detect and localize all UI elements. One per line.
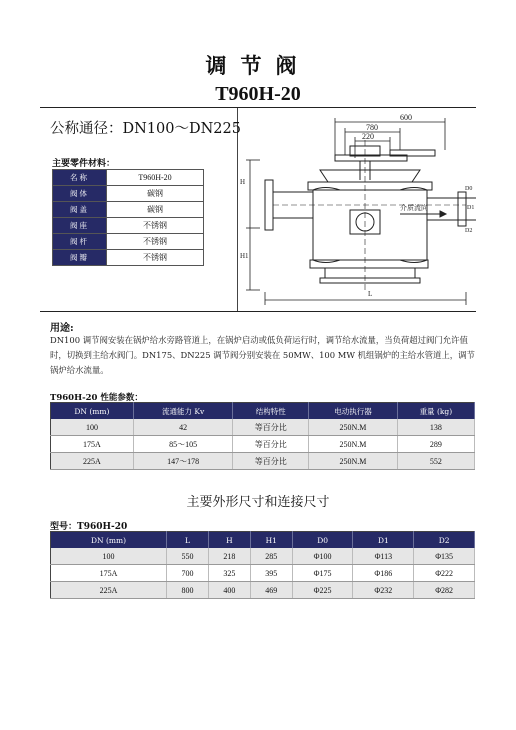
valve-bonnet <box>308 146 435 190</box>
table-cell: 250N.M <box>309 453 398 470</box>
table-cell: 218 <box>208 548 250 565</box>
table-cell: 175A <box>51 565 167 582</box>
part-name: 阀杆 <box>53 234 107 250</box>
part-name: 阀瓣 <box>53 250 107 266</box>
part-material: 不锈钢 <box>107 250 204 266</box>
dim-600: 600 <box>400 113 412 122</box>
column-header: 流通能力 Kv <box>133 403 232 420</box>
table-cell: Φ135 <box>414 548 475 565</box>
table-cell: 250N.M <box>309 419 398 436</box>
table-cell: 42 <box>133 419 232 436</box>
parts-row <box>53 202 204 218</box>
table-cell: 85～105 <box>133 436 232 453</box>
part-material: 碳钢 <box>107 186 204 202</box>
dimensions-model: 型号：T960H-20 <box>50 522 128 532</box>
table-cell: 552 <box>397 453 474 470</box>
parts-title: 主要零件材料： <box>52 159 116 169</box>
column-header: D0 <box>292 532 353 549</box>
dimensions-heading: 主要外形尺寸和连接尺寸 <box>186 495 330 510</box>
usage-text: DN100 调节阀安装在锅炉给水旁路管道上，在锅炉启动或低负荷运行时，调节给水流量，当负荷超过阀门允许值时，切换到主给水阀门。DN175、DN225 调节阀分别安装在 50MW、100 MW 机组锅炉的主给水管道上，调节锅炉给水流量。 <box>50 335 475 375</box>
label-l: L <box>368 290 373 298</box>
label-d0: D0 <box>465 186 473 192</box>
label-d1: D1 <box>467 205 475 211</box>
table-row <box>51 582 475 599</box>
table-cell: 175A <box>51 436 134 453</box>
part-name: 阀座 <box>53 218 107 234</box>
table-row <box>51 436 475 453</box>
top-divider <box>40 107 476 108</box>
part-material: 碳钢 <box>107 202 204 218</box>
table-cell: 225A <box>51 582 167 599</box>
column-header: DN (mm) <box>51 403 134 420</box>
nominal-diameter: 公称通径：DN100～DN225 <box>50 121 241 137</box>
parts-row <box>53 250 204 266</box>
table-cell: 225A <box>51 453 134 470</box>
parts-table <box>52 169 204 266</box>
table-row <box>51 548 475 565</box>
column-header: D2 <box>414 532 475 549</box>
table-cell: 289 <box>397 436 474 453</box>
column-header: 结构特性 <box>233 403 309 420</box>
performance-title: T960H-20 性能参数： <box>50 393 143 403</box>
table-cell: 800 <box>167 582 209 599</box>
label-d2: D2 <box>465 228 473 234</box>
column-header: 电动执行器 <box>309 403 398 420</box>
usage-title: 用途: <box>50 323 74 334</box>
table-cell: 395 <box>250 565 292 582</box>
dimensions-table <box>50 531 475 599</box>
table-cell: 等百分比 <box>233 453 309 470</box>
page-title: 调节阀 <box>205 53 311 78</box>
column-header: D1 <box>353 532 414 549</box>
table-row <box>51 419 475 436</box>
table-cell: 469 <box>250 582 292 599</box>
table-cell: Φ282 <box>414 582 475 599</box>
model-title: T960H-20 <box>215 83 301 105</box>
table-cell: 550 <box>167 548 209 565</box>
table-row <box>51 453 475 470</box>
table-cell: Φ100 <box>292 548 353 565</box>
table-cell: 100 <box>51 548 167 565</box>
part-material: 不锈钢 <box>107 234 204 250</box>
flow-direction-label: 介质流向 <box>400 204 428 212</box>
label-h1: H1 <box>240 252 249 260</box>
table-cell: 325 <box>208 565 250 582</box>
table-cell: 138 <box>397 419 474 436</box>
performance-table <box>50 402 475 470</box>
label-h: H <box>240 178 246 186</box>
part-material: T960H-20 <box>107 170 204 186</box>
table-header-row <box>51 403 475 420</box>
column-header: DN (mm) <box>51 532 167 549</box>
table-cell: 250N.M <box>309 436 398 453</box>
part-name: 阀体 <box>53 186 107 202</box>
table-cell: Φ113 <box>353 548 414 565</box>
table-cell: Φ222 <box>414 565 475 582</box>
table-cell: 400 <box>208 582 250 599</box>
table-header-row <box>51 532 475 549</box>
part-material: 不锈钢 <box>107 218 204 234</box>
table-cell: 等百分比 <box>233 419 309 436</box>
dim-220: 220 <box>362 132 374 141</box>
table-cell: Φ232 <box>353 582 414 599</box>
parts-row <box>53 218 204 234</box>
table-row <box>51 565 475 582</box>
bottom-divider <box>40 311 476 312</box>
part-name: 名称 <box>53 170 107 186</box>
part-name: 阀盖 <box>53 202 107 218</box>
table-cell: 100 <box>51 419 134 436</box>
vertical-divider <box>237 108 238 311</box>
table-cell: Φ225 <box>292 582 353 599</box>
table-cell: 147～178 <box>133 453 232 470</box>
column-header: H <box>208 532 250 549</box>
parts-row <box>53 234 204 250</box>
valve-drawing <box>240 110 476 310</box>
parts-row <box>53 170 204 186</box>
column-header: H1 <box>250 532 292 549</box>
column-header: 重量 (kg) <box>397 403 474 420</box>
table-cell: Φ186 <box>353 565 414 582</box>
table-cell: 285 <box>250 548 292 565</box>
table-cell: Φ175 <box>292 565 353 582</box>
column-header: L <box>167 532 209 549</box>
table-cell: 700 <box>167 565 209 582</box>
dim-780: 780 <box>366 123 378 132</box>
table-cell: 等百分比 <box>233 436 309 453</box>
parts-row <box>53 186 204 202</box>
